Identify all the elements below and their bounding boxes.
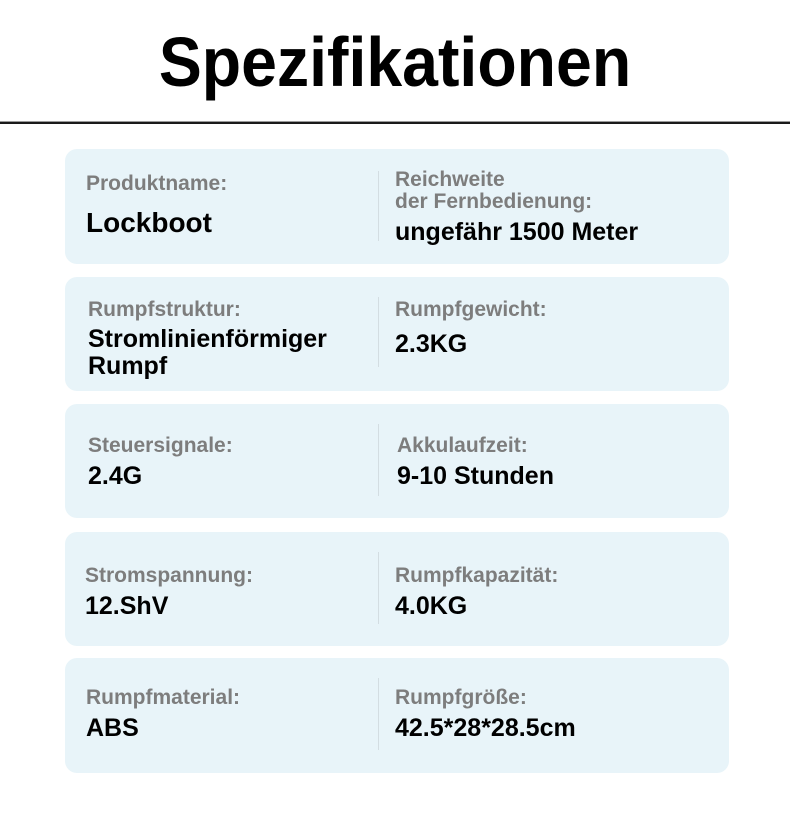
spec-label: Rumpfgewicht: — [395, 298, 547, 321]
spec-value: 2.3KG — [395, 330, 468, 358]
spec-value: 9-10 Stunden — [397, 462, 554, 490]
spec-label: Rumpfmaterial: — [86, 686, 241, 709]
spec-label-line1: Reichweite — [395, 168, 505, 191]
spec-value: Lockboot — [86, 207, 212, 238]
spec-remote-range — [395, 169, 638, 246]
spec-label-line2: der Fernbedienung: — [395, 190, 593, 213]
spec-value: 42.5*28*28.5cm — [395, 714, 576, 742]
column-divider — [378, 552, 379, 624]
spec-value: ungefähr 1500 Meter — [395, 218, 639, 246]
spec-card-3 — [65, 404, 729, 518]
spec-card-1 — [65, 149, 729, 264]
spec-label: Steuersignale: — [88, 434, 233, 457]
spec-label: Akkulaufzeit: — [397, 434, 528, 457]
spec-control-signal — [88, 435, 233, 490]
spec-value-line1: Stromlinienförmiger — [88, 325, 327, 353]
spec-card-2 — [65, 277, 729, 391]
spec-label: Rumpfgröße: — [395, 686, 527, 709]
title-divider — [0, 121, 790, 124]
spec-voltage — [85, 565, 253, 620]
column-divider — [378, 678, 379, 750]
spec-hull-material — [86, 687, 240, 742]
spec-battery-life — [397, 435, 554, 490]
spec-hull-structure — [88, 299, 327, 380]
spec-hull-capacity — [395, 565, 558, 620]
column-divider — [378, 297, 379, 367]
spec-label: Produktname: — [86, 172, 228, 195]
spec-card-5 — [65, 658, 729, 773]
spec-value: ABS — [86, 714, 139, 742]
spec-hull-size — [395, 687, 576, 742]
spec-product-name — [86, 173, 227, 236]
spec-card-4 — [65, 532, 729, 646]
spec-value: 12.ShV — [85, 592, 169, 620]
column-divider — [378, 424, 379, 496]
spec-value: 4.0KG — [395, 592, 468, 620]
column-divider — [378, 171, 379, 241]
spec-label: Rumpfkapazität: — [395, 564, 559, 587]
spec-value: 2.4G — [88, 462, 143, 490]
spec-label: Stromspannung: — [85, 564, 253, 587]
spec-label: Rumpfstruktur: — [88, 298, 241, 321]
spec-value-line2: Rumpf — [88, 352, 168, 380]
page-title: Spezifikationen — [158, 23, 632, 101]
spec-hull-weight — [395, 299, 547, 358]
